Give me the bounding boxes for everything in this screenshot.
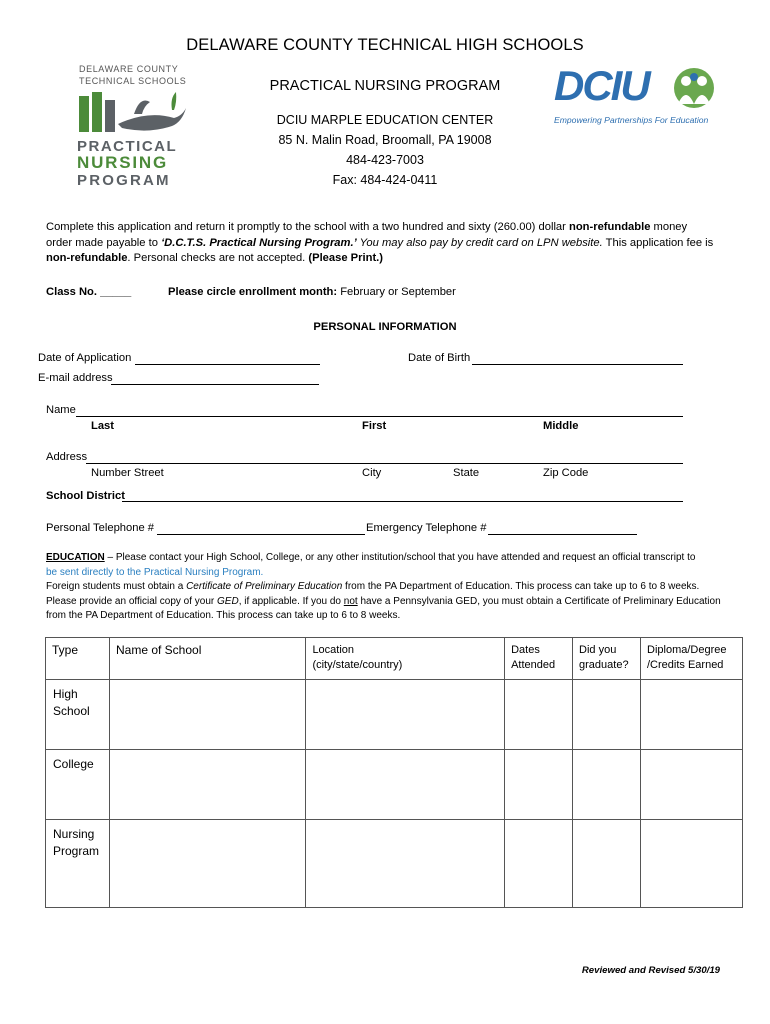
cell-college-name[interactable] — [109, 750, 305, 820]
cell-nursing-location[interactable] — [306, 820, 505, 908]
row-label-high-school: High School — [46, 680, 110, 750]
date-of-birth-label: Date of Birth — [408, 352, 471, 364]
row-label-college: College — [46, 750, 110, 820]
address-field[interactable] — [86, 463, 683, 464]
dciu-wordmark: DCIU — [554, 62, 649, 109]
education-note-line-4: Please provide an official copy of your GED, if applicable. If you do not have a Pennsylvania GED, you must obtain a Certificate of Preliminary Education — [46, 595, 721, 607]
cell-high-school-graduated[interactable] — [573, 680, 641, 750]
state-caption: State — [453, 467, 480, 479]
city-caption: City — [362, 467, 382, 479]
intro-line-2: order made payable to ‘D.C.T.S. Practical Nursing Program.’ You may also pay by credit card on LPN website. This application fee is — [46, 236, 714, 249]
education-note-line-3: Foreign students must obtain a Certificate of Preliminary Education from the PA Department of Education. This process can take up to 6 to 8 weeks. — [46, 581, 700, 592]
cell-college-location[interactable] — [306, 750, 505, 820]
cell-high-school-location[interactable] — [306, 680, 505, 750]
name-middle-caption: Middle — [543, 420, 579, 432]
revised-note: Reviewed and Revised 5/30/19 — [581, 965, 720, 976]
email-label: E-mail address — [38, 372, 113, 384]
school-district-field[interactable] — [122, 501, 683, 502]
col-header-dates-attended: Dates Attended — [505, 638, 573, 680]
education-note-line-2: be sent directly to the Practical Nursing Program. — [46, 566, 264, 578]
emergency-telephone-field[interactable] — [488, 534, 637, 535]
table-header-row — [46, 638, 743, 680]
center-address: 85 N. Malin Road, Broomall, PA 19008 — [278, 133, 492, 147]
personal-telephone-label: Personal Telephone # — [46, 522, 155, 534]
enrollment-month[interactable]: Please circle enrollment month: February or September — [168, 286, 456, 298]
education-note — [46, 551, 746, 624]
center-fax: Fax: 484-424-0411 — [332, 173, 438, 187]
name-first-caption: First — [362, 420, 387, 432]
cell-college-dates[interactable] — [505, 750, 573, 820]
personal-telephone-field[interactable] — [157, 534, 365, 535]
row-label-nursing-program: Nursing Program — [46, 820, 110, 908]
cell-nursing-graduated[interactable] — [573, 820, 641, 908]
program-name: PRACTICAL NURSING PROGRAM — [269, 78, 501, 94]
emergency-telephone-label: Emergency Telephone # — [366, 522, 487, 534]
intro-line-1: Complete this application and return it promptly to the school with a two hundred and sixty (260.00) dollar non-refundable money — [46, 221, 688, 233]
table-row — [46, 750, 743, 820]
cell-high-school-diploma[interactable] — [641, 680, 743, 750]
date-of-application-field[interactable] — [135, 364, 320, 365]
logo-line-5: PROGRAM — [77, 172, 171, 189]
school-district-label: School District — [46, 490, 125, 502]
email-field[interactable] — [111, 384, 319, 385]
col-header-name-of-school: Name of School — [109, 638, 305, 680]
intro-line-3: non-refundable. Personal checks are not accepted. (Please Print.) — [46, 252, 383, 264]
cell-college-graduated[interactable] — [573, 750, 641, 820]
logo-line-1: DELAWARE COUNTY — [79, 64, 179, 74]
dciu-tagline: Empowering Partnerships For Education — [554, 115, 709, 125]
cell-college-diploma[interactable] — [641, 750, 743, 820]
name-label: Name — [46, 404, 76, 416]
col-header-diploma: Diploma/Degree /Credits Earned — [641, 638, 743, 680]
intro-paragraph — [46, 220, 736, 267]
zip-caption: Zip Code — [543, 467, 589, 479]
page-title: DELAWARE COUNTY TECHNICAL HIGH SCHOOLS — [186, 36, 584, 54]
cell-nursing-diploma[interactable] — [641, 820, 743, 908]
logo-line-2: TECHNICAL SCHOOLS — [79, 76, 187, 86]
cell-high-school-dates[interactable] — [505, 680, 573, 750]
number-street-caption: Number Street — [91, 467, 164, 479]
pn-logo — [76, 64, 196, 192]
lamp-icon — [78, 90, 188, 136]
education-table — [45, 637, 743, 908]
col-header-type: Type — [46, 638, 110, 680]
date-of-birth-field[interactable] — [472, 364, 683, 365]
education-note-line-5: from the PA Department of Education. This process can take up to 6 to 8 weeks. — [46, 610, 401, 621]
name-field[interactable] — [76, 416, 683, 417]
cell-nursing-dates[interactable] — [505, 820, 573, 908]
col-header-location: Location (city/state/country) — [306, 638, 505, 680]
cell-nursing-name[interactable] — [109, 820, 305, 908]
people-icon — [672, 66, 716, 110]
col-header-did-you-graduate: Did you graduate? — [573, 638, 641, 680]
class-no-field[interactable]: Class No. _____ — [46, 286, 132, 298]
logo-line-4: NURSING — [77, 153, 168, 172]
table-row — [46, 680, 743, 750]
center-phone: 484-423-7003 — [346, 153, 424, 167]
center-name: DCIU MARPLE EDUCATION CENTER — [276, 113, 494, 127]
personal-info-heading: PERSONAL INFORMATION — [313, 321, 457, 333]
cell-high-school-name[interactable] — [109, 680, 305, 750]
date-of-application-label: Date of Application — [38, 352, 132, 364]
table-row — [46, 820, 743, 908]
logo-line-3: PRACTICAL — [77, 138, 178, 155]
dciu-logo — [554, 62, 724, 130]
education-note-line-1: EDUCATION – Please contact your High School, College, or any other institution/school that you have attended and request an official transcript to — [46, 552, 696, 563]
name-last-caption: Last — [91, 420, 115, 432]
address-label: Address — [46, 451, 88, 463]
